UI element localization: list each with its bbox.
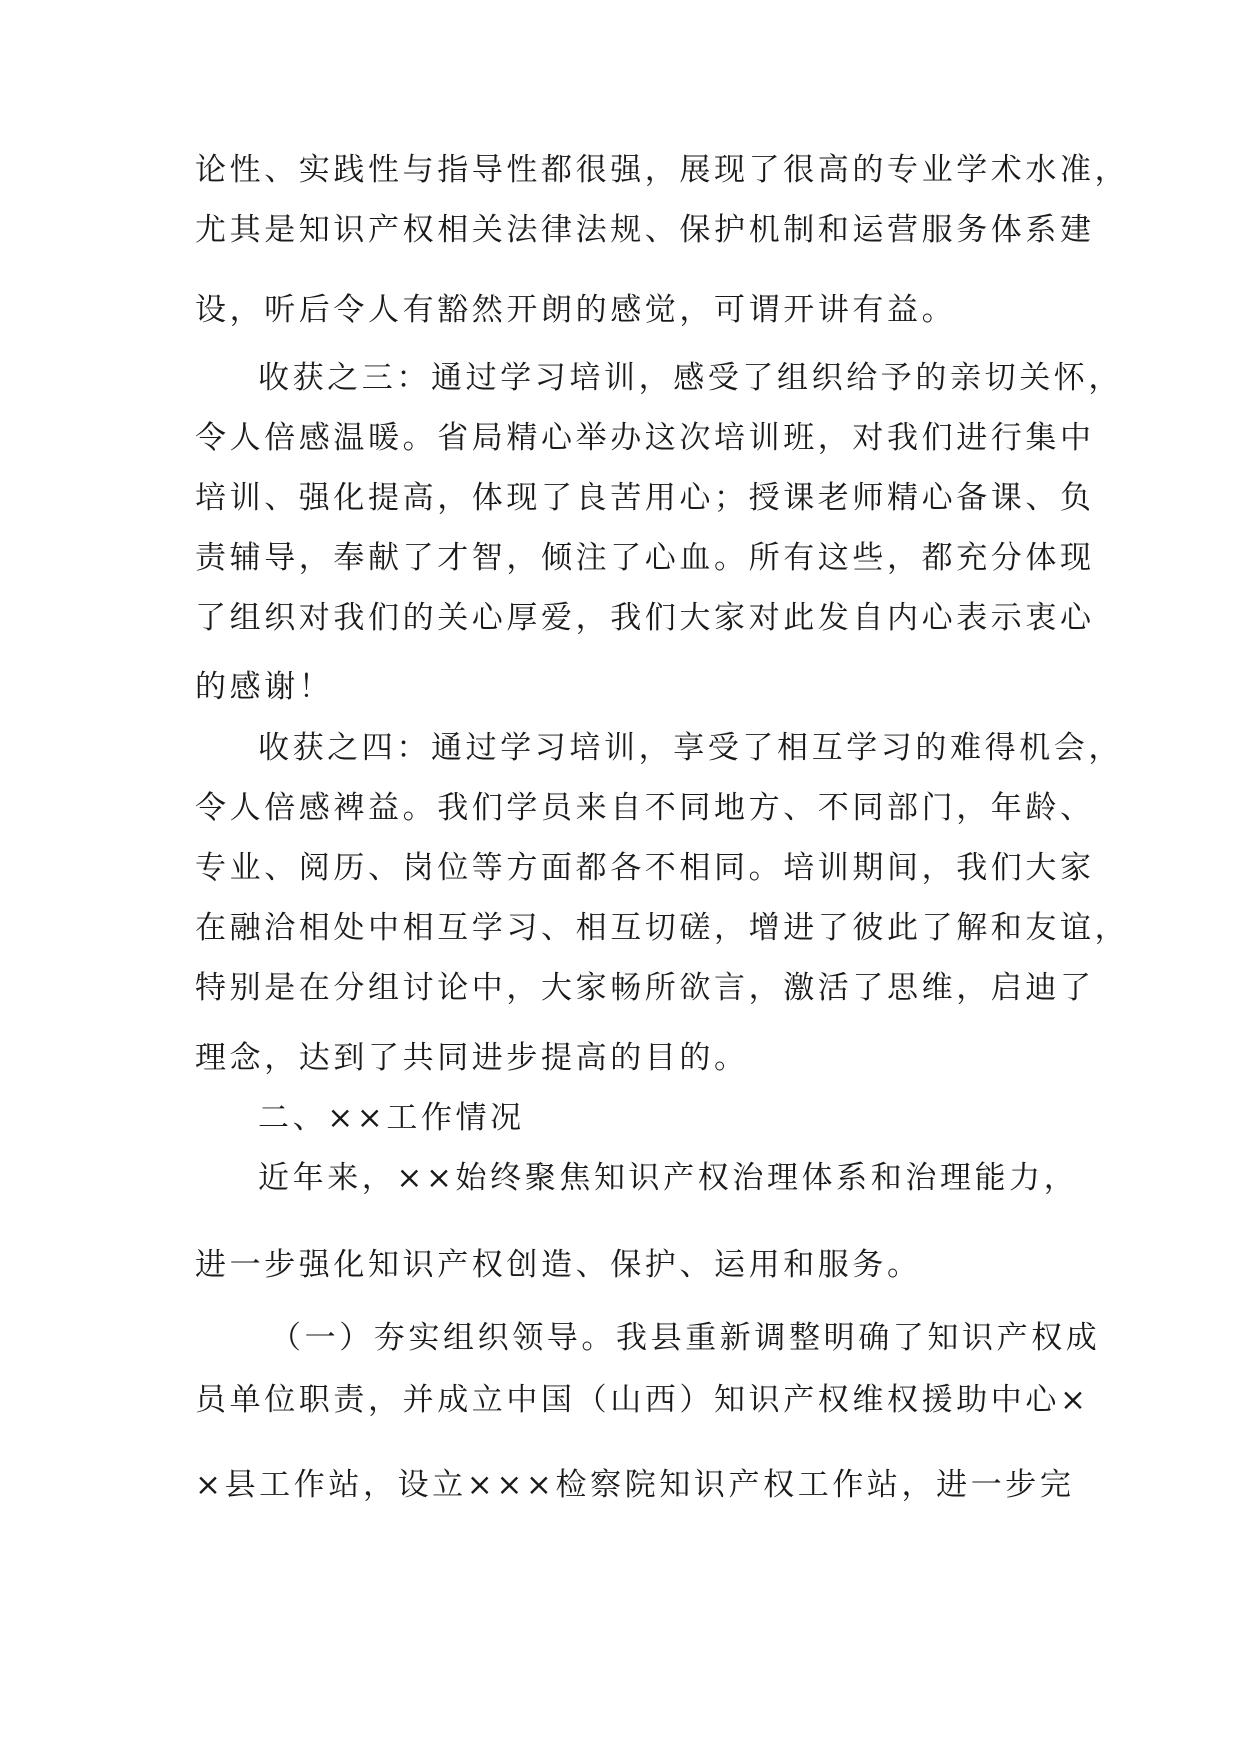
text-line: 了组织对我们的关心厚爱，我们大家对此发自内心表示衷心 <box>195 600 1095 636</box>
text-line: （一）夯实组织领导。我县重新调整明确了知识产权成 <box>270 1320 1101 1356</box>
text-line: 令人倍感温暖。省局精心举办这次培训班，对我们进行集中 <box>195 420 1095 456</box>
text-line: 尤其是知识产权相关法律法规、保护机制和运营服务体系建 <box>195 212 1095 248</box>
text-line: ×县工作站，设立×××检察院知识产权工作站，进一步完 <box>195 1467 1075 1503</box>
text-line: 收获之三：通过学习培训，感受了组织给予的亲切关怀， <box>258 360 1123 396</box>
text-line: 理念，达到了共同进步提高的目的。 <box>195 1040 749 1076</box>
text-line: 收获之四：通过学习培训，享受了相互学习的难得机会， <box>258 730 1123 766</box>
text-line: 责辅导，奉献了才智，倾注了心血。所有这些，都充分体现 <box>195 540 1095 576</box>
text-line: 培训、强化提高，体现了良苦用心；授课老师精心备课、负 <box>195 480 1095 516</box>
text-line: 专业、阅历、岗位等方面都各不相同。培训期间，我们大家 <box>195 850 1095 886</box>
text-line: 设，听后令人有豁然开朗的感觉，可谓开讲有益。 <box>195 292 957 328</box>
text-line: 特别是在分组讨论中，大家畅所欲言，激活了思维，启迪了 <box>195 970 1095 1006</box>
text-line: 进一步强化知识产权创造、保护、运用和服务。 <box>195 1247 922 1283</box>
text-line: 令人倍感裨益。我们学员来自不同地方、不同部门，年龄、 <box>195 790 1095 826</box>
text-line: 员单位职责，并成立中国（山西）知识产权维权援助中心× <box>195 1382 1090 1418</box>
section-heading: 二、××工作情况 <box>258 1100 525 1136</box>
text-line: 论性、实践性与指导性都很强，展现了很高的专业学术水准， <box>195 152 1130 188</box>
text-line: 在融洽相处中相互学习、相互切磋，增进了彼此了解和友谊， <box>195 910 1130 946</box>
text-line: 的感谢！ <box>195 669 334 705</box>
text-line: 近年来，××始终聚焦知识产权治理体系和治理能力， <box>258 1160 1079 1196</box>
